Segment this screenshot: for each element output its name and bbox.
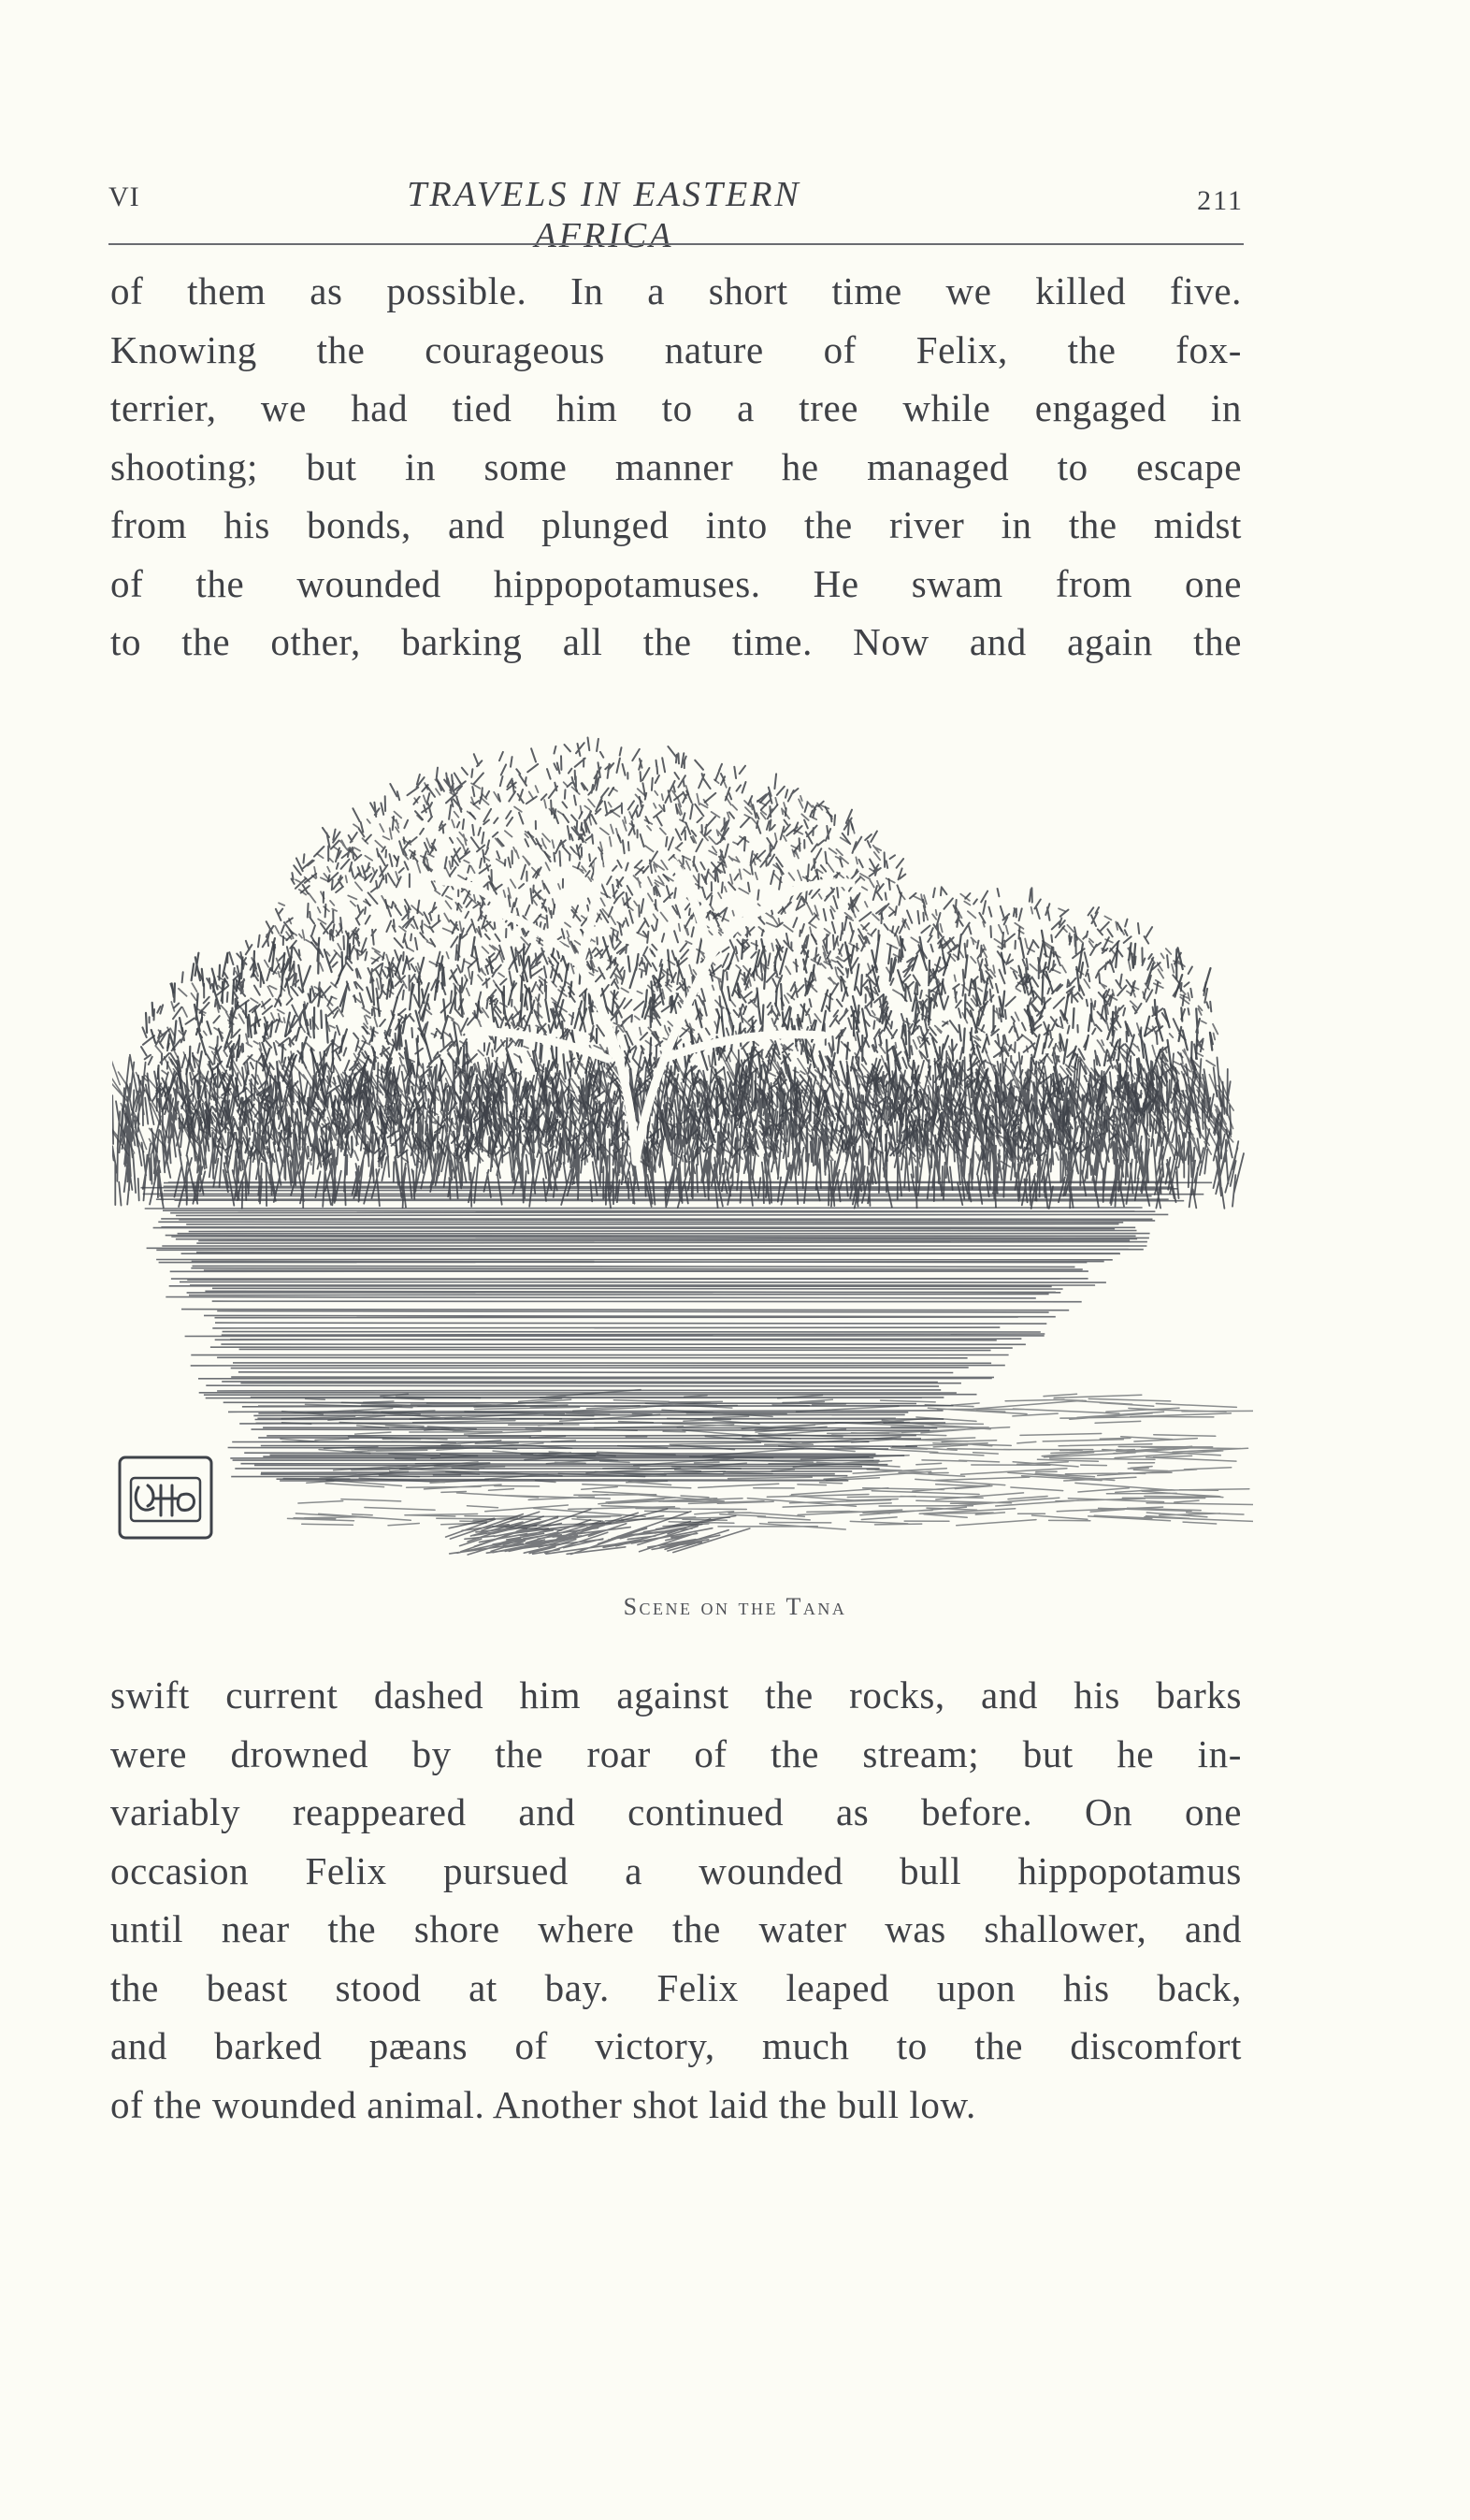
text-line: to the other, barking all the time. Now and again the bbox=[110, 620, 1242, 663]
text-line: until near the shore where the water was shallower, and bbox=[110, 1907, 1242, 1950]
text-line: shooting; but in some manner he managed to escape bbox=[110, 444, 1242, 488]
text-line: terrier, we had tied him to a tree while engaged in bbox=[110, 386, 1242, 429]
river-illustration bbox=[112, 722, 1253, 1564]
text-line: swift current dashed him against the rocks, and his barks bbox=[110, 1673, 1242, 1716]
text-line: were drowned by the roar of the stream; but he in- bbox=[110, 1731, 1242, 1775]
artist-monogram bbox=[120, 1457, 211, 1538]
water-hatching bbox=[140, 1181, 1253, 1555]
text-line: the beast stood at bay. Felix leaped upon his back, bbox=[110, 1965, 1242, 2009]
paragraph-before-figure bbox=[110, 262, 1242, 672]
figure-caption: Scene on the Tana bbox=[623, 1593, 847, 1620]
chapter-number: VI bbox=[108, 181, 140, 212]
running-head bbox=[108, 174, 1244, 255]
page-number: 211 bbox=[1197, 185, 1244, 216]
text-line: variably reappeared and continued as before. On one bbox=[110, 1790, 1242, 1833]
text-line: from his bonds, and plunged into the river in the midst bbox=[110, 503, 1242, 546]
paragraph-after-figure bbox=[110, 1666, 1242, 2134]
header-rule bbox=[108, 243, 1244, 245]
text-line: Knowing the courageous nature of Felix, the fox- bbox=[110, 327, 1242, 371]
text-line: of the wounded animal. Another shot laid the bull low. bbox=[110, 2082, 976, 2126]
engraving-drawing bbox=[112, 722, 1253, 1564]
text-line: of them as possible. In a short time we killed five. bbox=[110, 269, 1242, 312]
text-line: occasion Felix pursued a wounded bull hippopotamus bbox=[110, 1848, 1242, 1892]
running-title: TRAVELS IN EASTERN AFRICA bbox=[407, 175, 801, 255]
text-line: and barked pæans of victory, much to the discomfort bbox=[110, 2024, 1242, 2067]
text-line: of the wounded hippopotamuses. He swam from one bbox=[110, 561, 1242, 605]
